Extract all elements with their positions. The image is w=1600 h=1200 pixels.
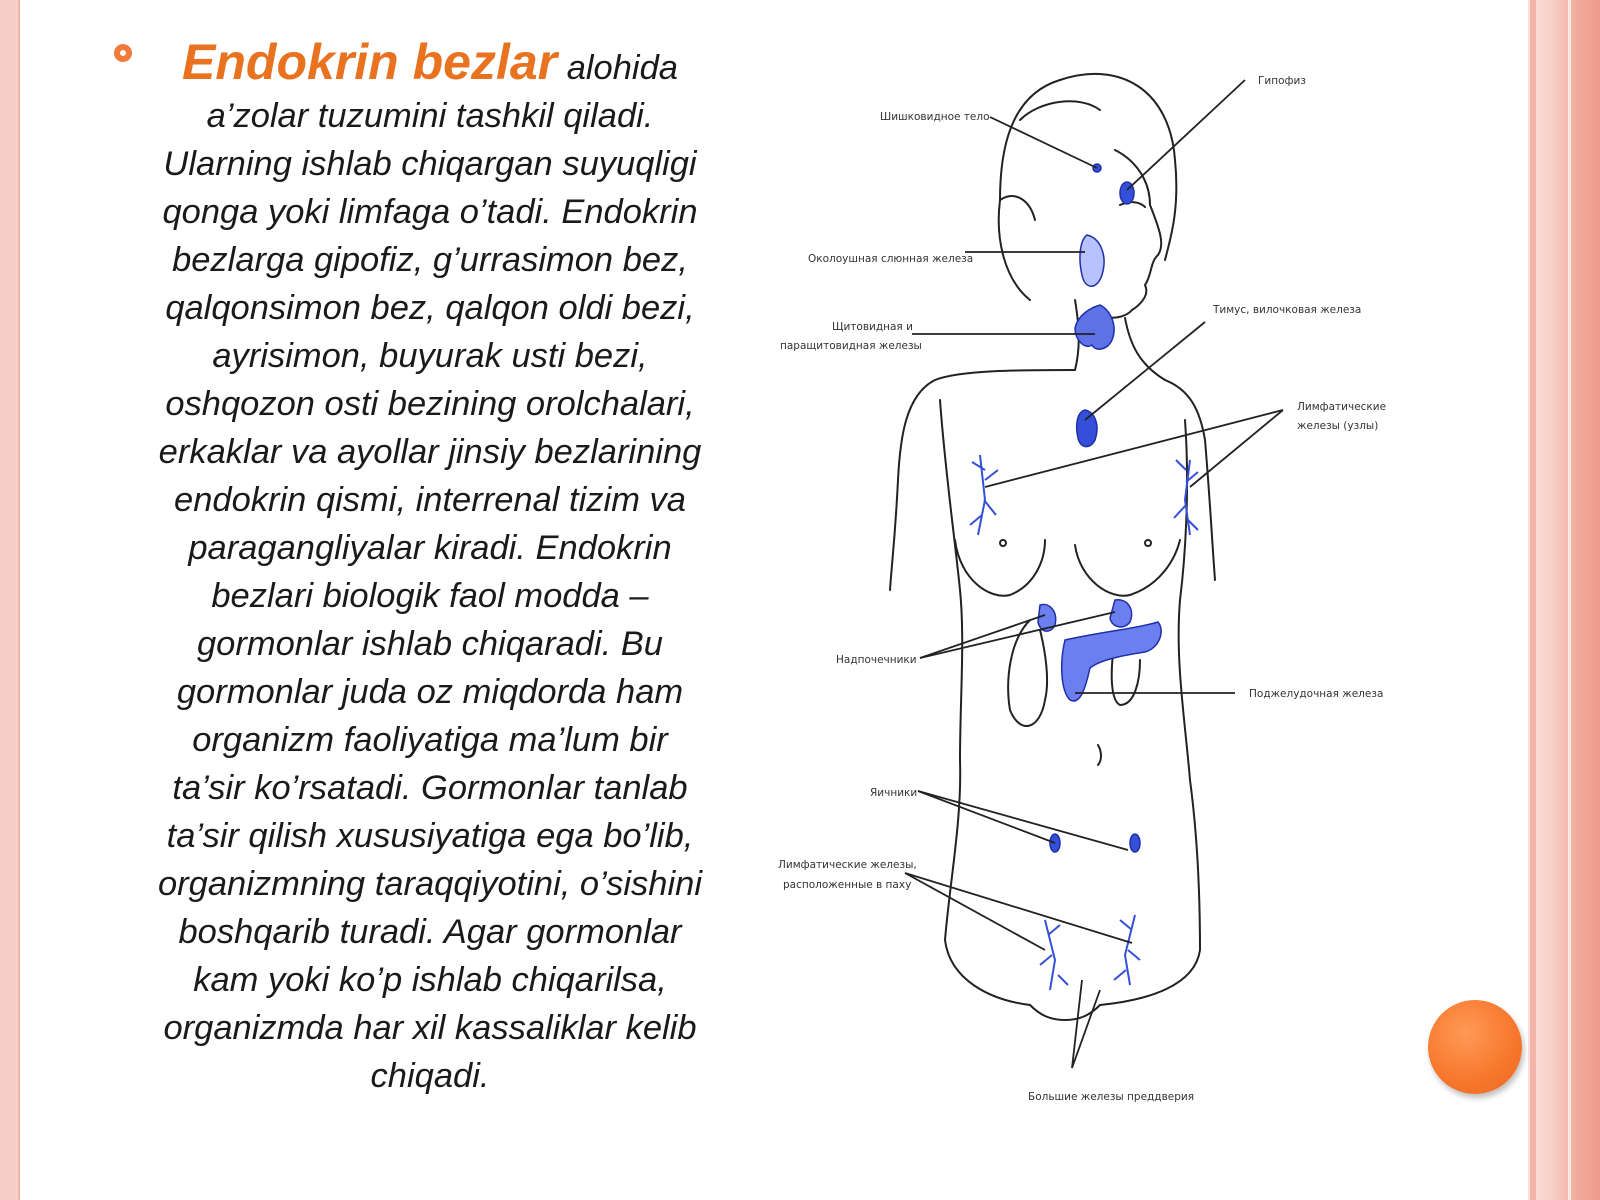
body-line: organizmning taraqqiyotini, o’sishini <box>158 865 702 903</box>
body-line: oshqozon osti bezining orolchalari, <box>165 385 695 423</box>
parotid-gland-mark <box>1080 235 1104 286</box>
body-line: bezlarga gipofiz, g’urrasimon bez, <box>172 241 688 279</box>
body-line: ta’sir qilish xususiyatiga ega bo’lib, <box>166 817 694 855</box>
label-thymus: Тимус, вилочковая железа <box>1213 304 1362 316</box>
thyroid-gland-mark <box>1075 305 1114 349</box>
slide-right-band-highlight <box>1568 0 1571 1200</box>
label-pituitary: Гипофиз <box>1258 75 1306 87</box>
label-pineal: Шишковидное тело <box>880 111 990 123</box>
label-thyroid-1: Щитовидная и <box>832 321 913 333</box>
label-pancreas: Поджелудочная железа <box>1249 688 1384 700</box>
body-line: gormonlar ishlab chiqaradi. Bu <box>196 625 663 663</box>
slide-left-border <box>0 0 18 1200</box>
body-line: paragangliyalar kiradi. Endokrin <box>188 529 672 567</box>
body-line: endokrin qismi, interrenal tizim va <box>174 481 686 519</box>
slide-left-border-line <box>18 0 20 1200</box>
label-parotid: Околоушная слюнная железа <box>808 253 974 265</box>
body-line: ta’sir ko’rsatadi. Gormonlar tanlab <box>172 769 688 807</box>
label-groin-lymph-1: Лимфатические железы, <box>778 859 917 871</box>
body-line: kam yoki ko’p ishlab chiqarilsa, <box>193 961 667 999</box>
ovary-right-mark <box>1130 834 1140 852</box>
body-line: a’zolar tuzumini tashkil qiladi. <box>206 97 654 135</box>
label-groin-lymph-2: расположенные в паху <box>783 879 912 891</box>
heading-line <box>100 34 760 92</box>
body-line: boshqarib turadi. Agar gormonlar <box>178 913 682 951</box>
diagram-labels <box>778 75 1386 1103</box>
label-adrenal: Надпочечники <box>836 654 917 666</box>
label-lymph-1: Лимфатические <box>1297 401 1387 413</box>
endocrine-system-diagram <box>770 40 1390 1120</box>
label-vestibular: Большие железы преддверия <box>1028 1091 1195 1103</box>
adrenal-right-mark <box>1110 600 1132 627</box>
body-line: erkaklar va ayollar jinsiy bezlarining <box>158 433 702 471</box>
heading-rest: alohida <box>557 49 678 87</box>
body-line: chiqadi. <box>370 1057 490 1095</box>
body-line: bezlari biologik faol modda – <box>211 577 649 615</box>
heading-term: Endokrin bezlar <box>182 34 558 90</box>
slide-right-band <box>1528 0 1600 1200</box>
leader-lines <box>905 80 1283 1068</box>
body-line: organizm faoliyatiga ma’lum bir <box>192 721 668 759</box>
body-outline <box>890 74 1215 1020</box>
lymph-branches <box>970 455 1198 990</box>
body-line: qonga yoki limfaga o’tadi. Endokrin <box>162 193 698 231</box>
body-line: ayrisimon, buyurak usti bezi, <box>212 337 648 375</box>
body-line: gormonlar juda oz miqdorda ham <box>176 673 684 711</box>
body-line: qalqonsimon bez, qalqon oldi bezi, <box>165 289 695 327</box>
accent-circle <box>1428 1000 1522 1094</box>
label-ovaries: Яичники <box>870 787 918 799</box>
thymus-mark <box>1077 410 1097 447</box>
body-text <box>100 34 760 1100</box>
body-line: organizmda har xil kassaliklar kelib <box>163 1009 697 1047</box>
label-thyroid-2: паращитовидная железы <box>780 340 922 352</box>
label-lymph-2: железы (узлы) <box>1297 420 1379 432</box>
body-line: Ularning ishlab chiqargan suyuqligi <box>163 145 697 183</box>
slide-right-band-line <box>1530 0 1536 1200</box>
